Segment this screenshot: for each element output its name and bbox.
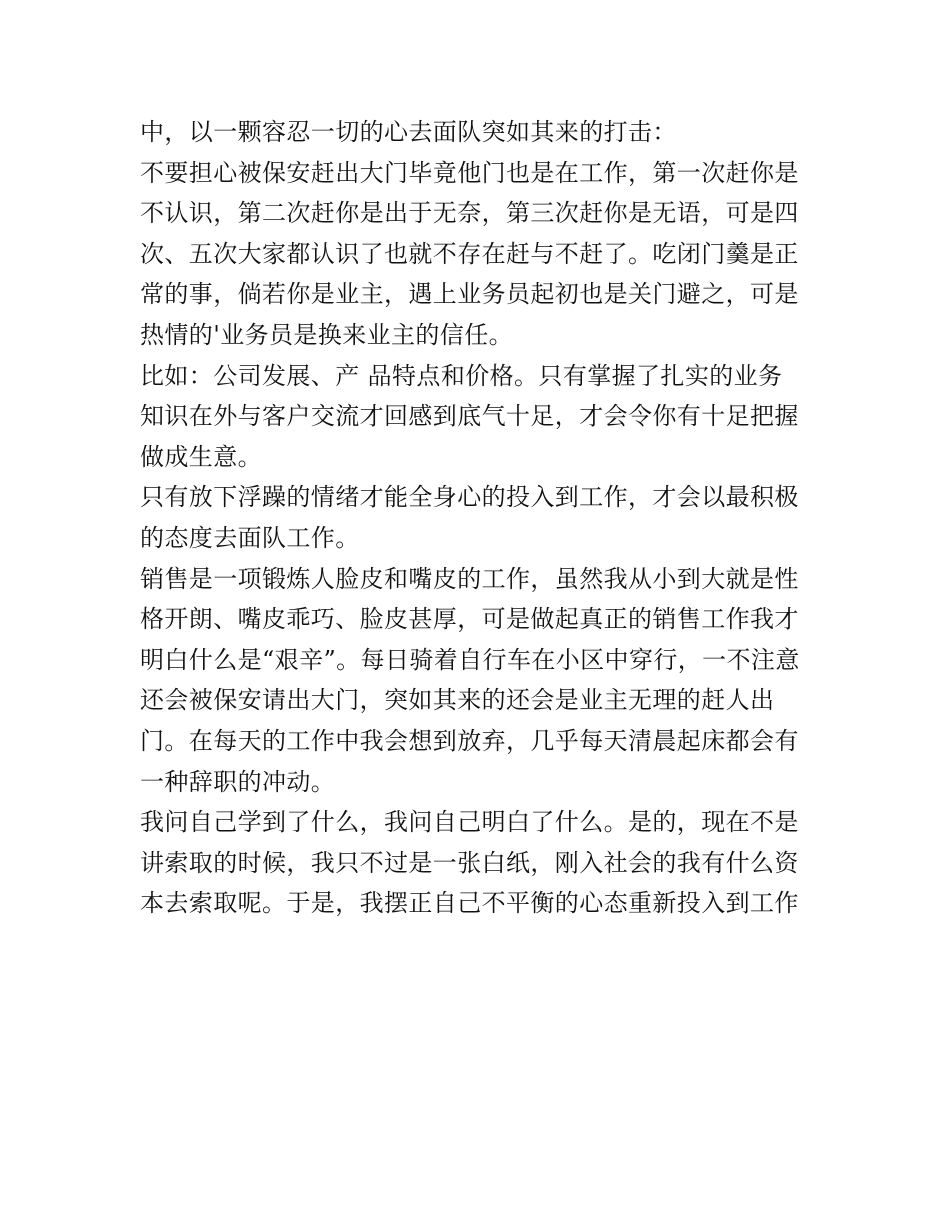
text-line: 不认识，第二次赶你是出于无奈，第三次赶你是无语，可是四 (140, 199, 799, 228)
text-line: 的态度去面队工作。 (140, 523, 360, 552)
text-line: 门。在每天的工作中我会想到放弃，几乎每天清晨起床都会有 (140, 726, 799, 755)
text-line: 常的事，倘若你是业主，遇上业务员起初也是关门避之，可是 (140, 280, 799, 309)
text-line: 热情的'业务员是换来业主的信任。 (140, 320, 513, 349)
document-body (140, 112, 820, 924)
text-line: 次、五次大家都认识了也就不存在赶与不赶了。吃闭门羹是正 (140, 239, 799, 268)
text-line: 知识在外与客户交流才回感到底气十足，才会令你有十足把握 (140, 402, 799, 431)
text-line: 明白什么是“艰辛”。每日骑着自行车在小区中穿行，一不注意 (140, 645, 800, 674)
text-line: 格开朗、嘴皮乖巧、脸皮甚厚，可是做起真正的销售工作我才 (140, 605, 799, 634)
text-line: 只有放下浮躁的情绪才能全身心的投入到工作，才会以最积极 (140, 483, 799, 512)
text-line: 销售是一项锻炼人脸皮和嘴皮的工作，虽然我从小到大就是性 (140, 564, 799, 593)
text-line: 比如：公司发展、产 品特点和价格。只有掌握了扎实的业务 (140, 361, 783, 390)
text-line: 我问自己学到了什么，我问自己明白了什么。是的，现在不是 (140, 808, 799, 837)
text-line: 本去索取呢。于是，我摆正自己不平衡的心态重新投入到工作 (140, 889, 799, 918)
text-line: 中，以一颗容忍一切的心去面队突如其来的打击： (140, 118, 677, 146)
text-line: 不要担心被保安赶出大门毕竟他门也是在工作，第一次赶你是 (140, 158, 799, 187)
text-line: 做成生意。 (140, 442, 262, 471)
text-line: 还会被保安请出大门，突如其来的还会是业主无理的赶人出 (140, 686, 775, 715)
text-line: 讲索取的时候，我只不过是一张白纸，刚入社会的我有什么资 (140, 848, 799, 877)
text-line: 一种辞职的冲动。 (140, 767, 336, 796)
